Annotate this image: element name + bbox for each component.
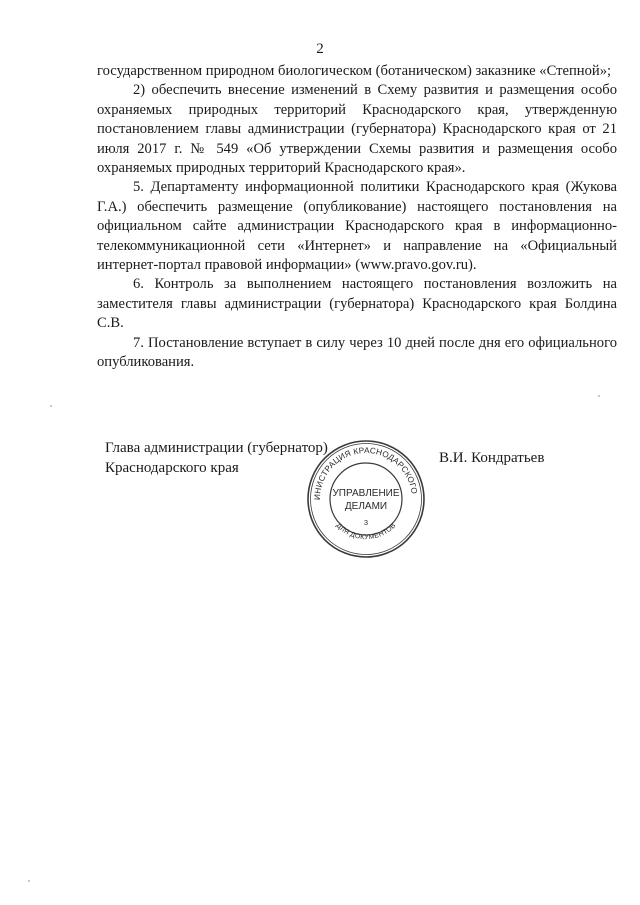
- paragraph-item-5: 5. Департаменту информационной политики Краснодарского края (Жукова Г.А.) обеспечить размещение (опубликование) настоящего постановления на официальном сайте администрации Краснодарского края в информационно-телекоммуникационной сети «Интернет» и направление на «Официальный интернет-портал правовой информации» (www.pravo.gov.ru).: [97, 179, 617, 274]
- stamp-ring-bottom-text: ДЛЯ ДОКУМЕНТОВ: [334, 522, 398, 542]
- paragraph-item-2: 2) обеспечить внесение изменений в Схему развития и размещения особо охраняемых природных территорий Краснодарского края, утвержденную постановлением главы администрации (губернатора) Краснодарского края от 21 июля 2017 г. № 549 «Об утверждении Схемы развития и размещения особо охраняемых природных территорий Краснодарского края».: [97, 82, 617, 177]
- document-body: [97, 62, 617, 373]
- stamp-center-line2: ДЕЛАМИ: [344, 501, 388, 512]
- paragraph-item-7: 7. Постановление вступает в силу через 10 дней после дня его официального опубликования.: [97, 334, 617, 371]
- scan-speck: [50, 405, 52, 407]
- scan-speck: [28, 880, 30, 882]
- signatory-name: В.И. Кондратьев: [439, 450, 545, 466]
- stamp-ring-top-text: ИНИСТРАЦИЯ КРАСНОДАРСКОГО: [312, 445, 419, 501]
- stamp-center-line1: УПРАВЛЕНИЕ: [332, 488, 400, 499]
- signature-position-line2: Краснодарского края: [105, 460, 239, 476]
- stamp-number: 3: [363, 518, 369, 527]
- signature-position: [105, 438, 328, 478]
- signature-position-line1: Глава администрации (губернатор): [105, 440, 328, 456]
- page-number: 2: [316, 41, 324, 57]
- official-stamp: [305, 438, 427, 560]
- scan-speck: [598, 395, 600, 397]
- paragraph-item-6: 6. Контроль за выполнением настоящего постановления возложить на заместителя главы администрации (губернатора) Краснодарского края Болдина С.В.: [97, 276, 617, 332]
- paragraph-reserve-continuation: государственном природном биологическом (ботаническом) заказнике «Степной»;: [97, 63, 612, 79]
